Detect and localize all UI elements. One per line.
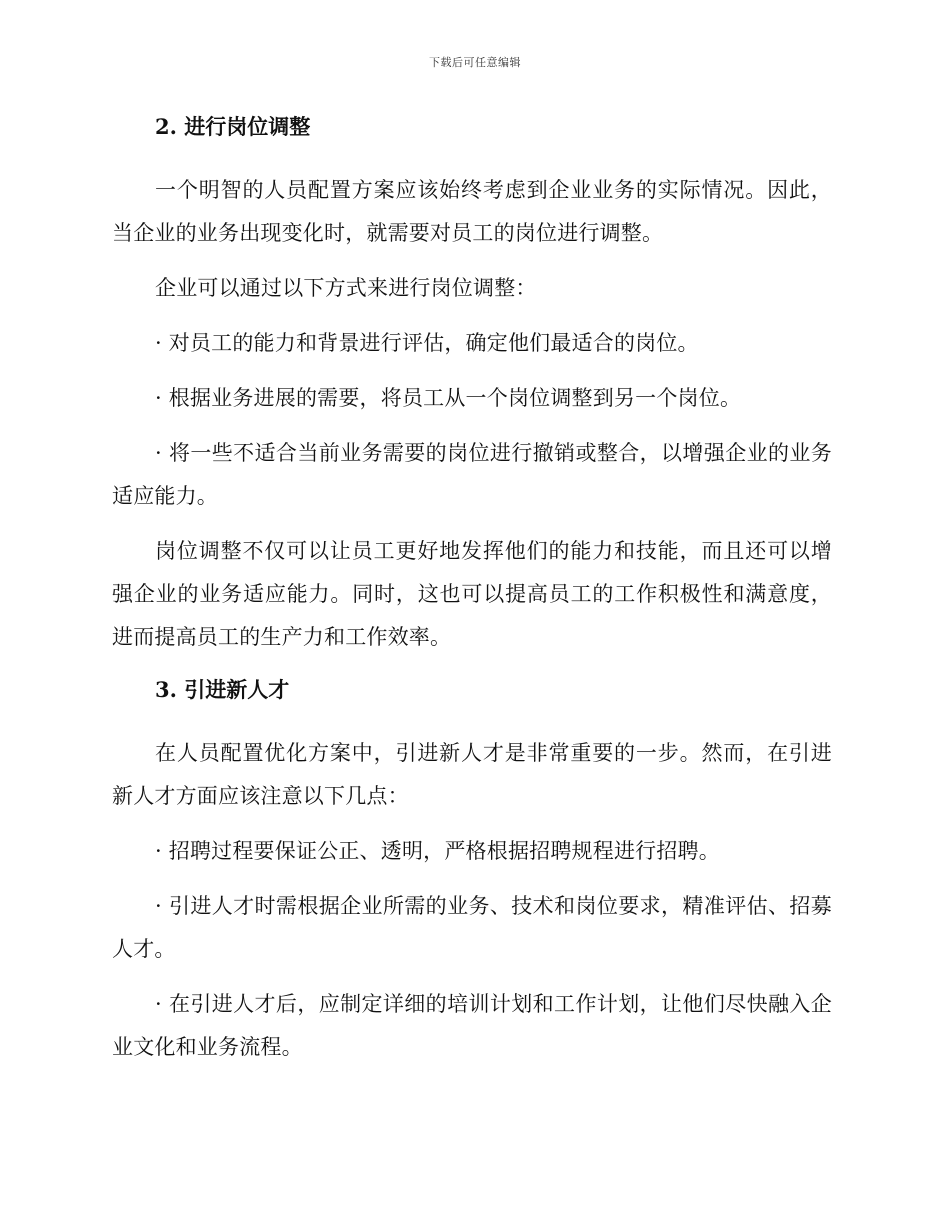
section-heading-job-adjustment: 2. 进行岗位调整 [155, 114, 311, 139]
bullet-item: · 根据业务进展的需要，将员工从一个岗位调整到另一个岗位。 [155, 386, 742, 410]
section-heading-new-talent: 3. 引进新人才 [155, 677, 290, 702]
paragraph: 在人员配置优化方案中，引进新人才是非常重要的一步。然而，在引进新人才方面应该注意以下几点： [112, 741, 832, 808]
bullet-item: · 引进人才时需根据企业所需的业务、技术和岗位要求，精准评估、招募人才。 [112, 894, 832, 961]
paragraph: 一个明智的人员配置方案应该始终考虑到企业业务的实际情况。因此，当企业的业务出现变化时，就需要对员工的岗位进行调整。 [112, 178, 832, 245]
document-body [112, 108, 832, 1081]
paragraph: 岗位调整不仅可以让员工更好地发挥他们的能力和技能，而且还可以增强企业的业务适应能力。同时，这也可以提高员工的工作积极性和满意度，进而提高员工的生产力和工作效率。 [112, 539, 832, 649]
page-header: 下载后可任意编辑 [429, 56, 521, 69]
bullet-item: · 招聘过程要保证公正、透明，严格根据招聘规程进行招聘。 [155, 839, 720, 863]
bullet-item: · 将一些不适合当前业务需要的岗位进行撤销或整合，以增强企业的业务适应能力。 [112, 441, 832, 508]
bullet-item: · 在引进人才后，应制定详细的培训计划和工作计划，让他们尽快融入企业文化和业务流程。 [112, 992, 832, 1059]
paragraph: 企业可以通过以下方式来进行岗位调整： [155, 276, 537, 300]
bullet-item: · 对员工的能力和背景进行评估，确定他们最适合的岗位。 [155, 331, 699, 355]
